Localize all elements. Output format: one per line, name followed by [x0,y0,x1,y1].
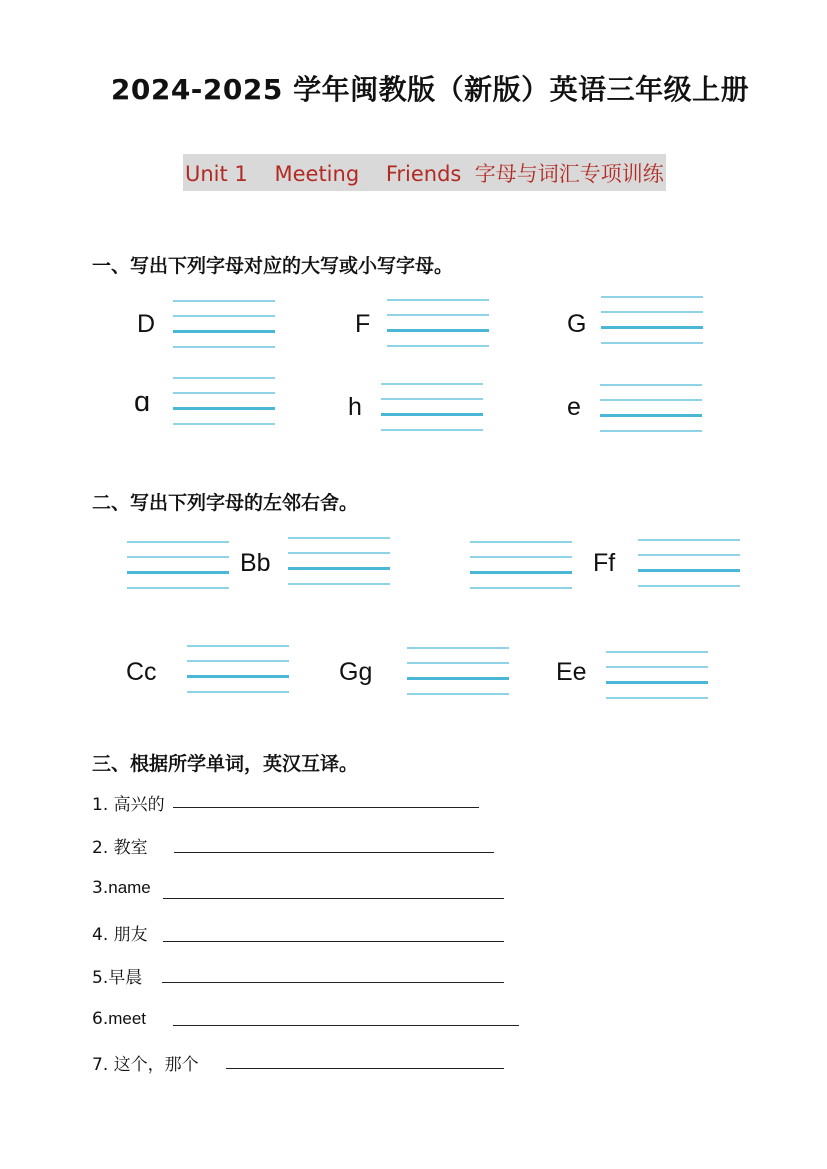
item-word: 教室 [113,838,148,857]
answer-line[interactable] [163,898,504,899]
item-word: 早晨 [108,968,143,987]
writing-lines-right[interactable] [288,537,390,585]
item-number: 2. [92,838,109,858]
writing-lines-left[interactable] [470,541,572,589]
translation-item [92,1009,146,1029]
translation-item [92,963,142,988]
section3-heading: 三、根据所学单词，英汉互译。 [92,753,359,775]
item-word: 朋友 [113,925,148,944]
answer-line[interactable] [173,807,479,808]
writing-lines[interactable] [601,296,703,344]
item-number: 1. [92,795,109,815]
item-number: 5. [92,968,109,988]
letter-prompt: F [355,310,371,338]
letter-prompt: h [348,393,362,421]
translation-item [92,878,151,898]
section1-heading: 一、写出下列字母对应的大写或小写字母。 [92,255,454,277]
writing-lines[interactable] [173,377,275,425]
answer-line[interactable] [162,982,504,983]
writing-lines[interactable] [600,384,702,432]
letter-pair: Ff [593,549,616,577]
answer-line[interactable] [163,941,504,942]
writing-lines[interactable] [387,299,489,347]
translation-item [92,920,148,945]
writing-lines[interactable] [381,383,483,431]
item-word: 这个，那个 [113,1055,199,1074]
writing-lines-right[interactable] [407,647,509,695]
item-word: meet [108,1009,147,1028]
item-word: name [108,878,151,897]
translation-item [92,833,148,858]
letter-prompt: G [567,310,587,338]
answer-line[interactable] [174,852,494,853]
letter-prompt: D [137,310,156,338]
item-word: 高兴的 [113,795,165,814]
item-number: 4. [92,925,109,945]
section2-heading: 二、写出下列字母的左邻右舍。 [92,492,359,514]
writing-lines-right[interactable] [606,651,708,699]
letter-pair: Ee [556,658,587,686]
item-number: 7. [92,1055,109,1075]
item-number: 6. [92,1009,109,1029]
translation-item [92,1050,199,1075]
letter-prompt: e [567,393,581,421]
translation-item [92,790,165,815]
writing-lines-left[interactable] [127,541,229,589]
writing-lines[interactable] [173,300,275,348]
letter-pair: Gg [339,658,373,686]
answer-line[interactable] [226,1068,504,1069]
letter-pair: Cc [126,658,157,686]
writing-lines-right[interactable] [187,645,289,693]
unit-subtitle: Unit 1 Meeting Friends 字母与词汇专项训练 [183,154,666,191]
item-number: 3. [92,878,109,898]
letter-pair: Bb [240,549,271,577]
writing-lines-right[interactable] [638,539,740,587]
page-title: 2024-2025 学年闽教版（新版）英语三年级上册 [110,73,750,106]
answer-line[interactable] [173,1025,519,1026]
letter-prompt: ɑ [134,386,151,418]
